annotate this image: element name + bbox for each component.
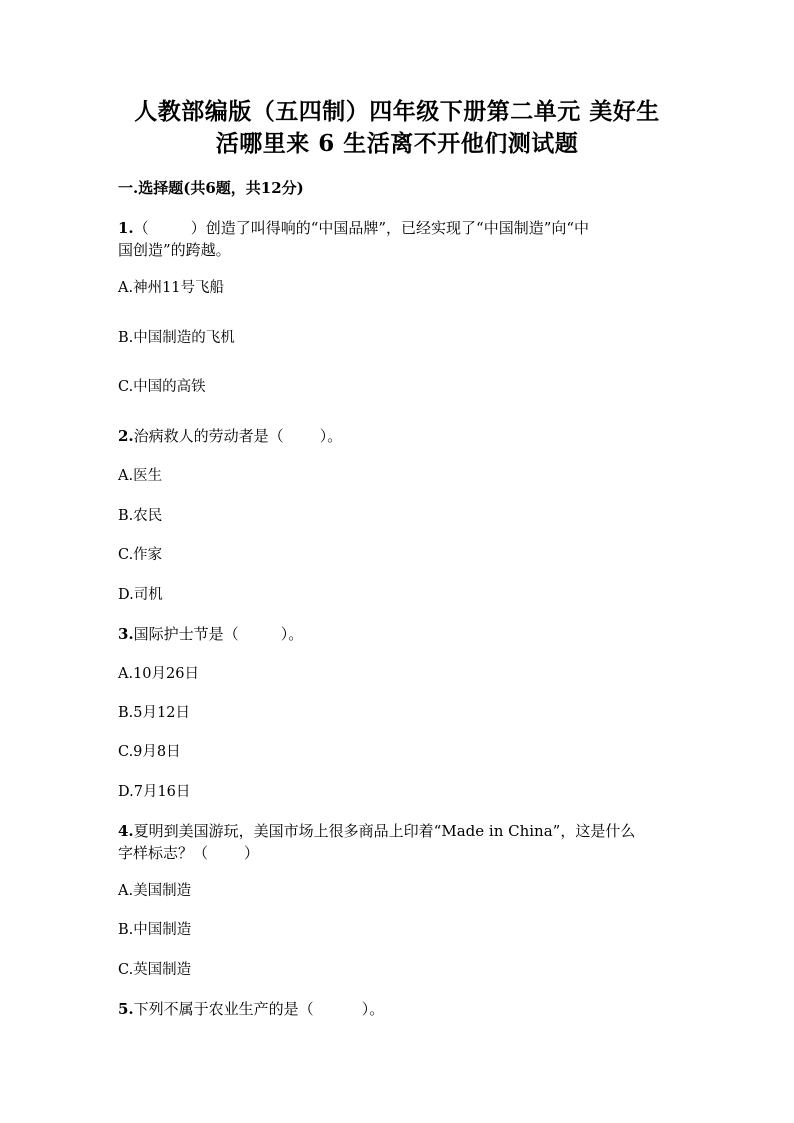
question-text: ）。	[319, 427, 343, 445]
page-title-line-1: 人教部编版（五四制）四年级下册第二单元 美好生	[134, 98, 660, 125]
question-number: 2.	[118, 427, 134, 445]
question-text: ）创造了叫得响的“中国品牌”，已经实现了“中国制造”向“中	[190, 219, 590, 237]
question-number: 3.	[118, 625, 134, 643]
question-3	[118, 624, 678, 644]
question-text: 夏明到美国游玩，美国市场上很多商品上印着“Made in China”，这是什么	[133, 822, 636, 840]
option-3c: C.9月8日	[118, 744, 181, 760]
section-heading: 一.选择题(共6题，共12分)	[118, 179, 304, 197]
option-1b: B.中国制造的飞机	[118, 330, 235, 346]
option-4a: A.美国制造	[118, 883, 192, 899]
question-5	[118, 999, 678, 1019]
question-text: 下列不属于农业生产的是（	[133, 1000, 314, 1018]
question-text: ）	[244, 844, 260, 862]
question-1-line-2: 国创造”的跨越。	[118, 241, 231, 259]
question-text: 治病救人的劳动者是（	[133, 427, 284, 445]
option-2b: B.农民	[118, 508, 163, 524]
question-4-line-2	[118, 843, 678, 863]
question-1-line-1	[118, 218, 678, 238]
option-2c: C.作家	[118, 547, 163, 563]
option-3d: D.7月16日	[118, 784, 191, 800]
question-number: 4.	[118, 822, 134, 840]
option-1a: A.神州11号飞船	[118, 280, 225, 296]
page-title-line-2: 活哪里来 6 生活离不开他们测试题	[215, 130, 579, 157]
question-4-line-1	[118, 821, 678, 841]
question-text: 国际护士节是（	[133, 625, 239, 643]
question-2	[118, 426, 678, 446]
option-1c: C.中国的高铁	[118, 379, 206, 395]
question-text: ）。	[361, 1000, 385, 1018]
question-text: ）。	[280, 625, 304, 643]
question-text: （	[133, 219, 149, 237]
option-2a: A.医生	[118, 468, 163, 484]
option-3b: B.5月12日	[118, 705, 190, 721]
option-4c: C.英国制造	[118, 962, 192, 978]
question-number: 5.	[118, 1000, 134, 1018]
option-4b: B.中国制造	[118, 922, 192, 938]
option-2d: D.司机	[118, 587, 163, 603]
option-3a: A.10月26日	[118, 666, 199, 682]
question-number: 1.	[118, 219, 134, 237]
question-text: 字样标志？（	[118, 844, 209, 862]
